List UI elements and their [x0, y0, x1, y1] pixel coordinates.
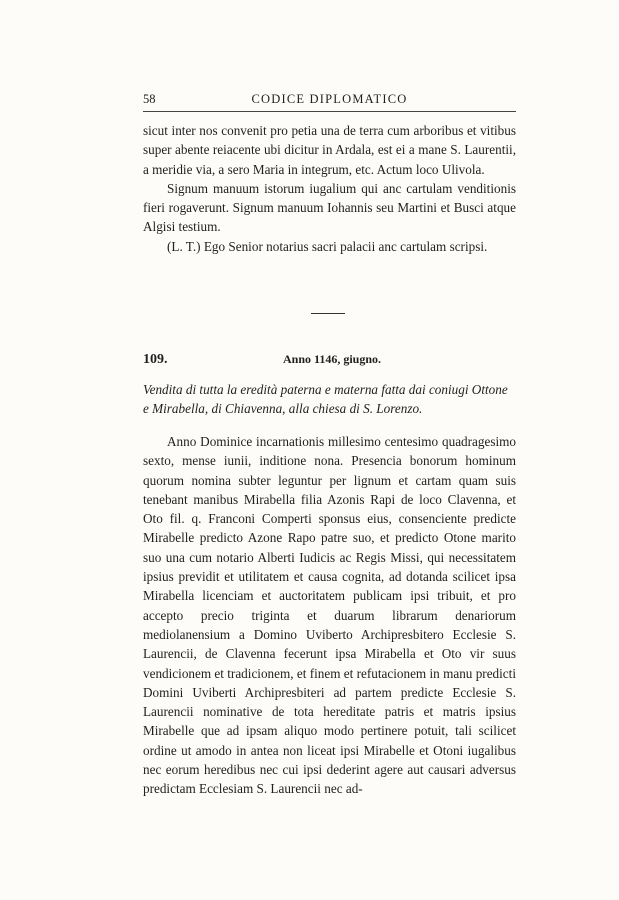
summary-text: Vendita di tutta la eredità paterna e materna fatta dai coniugi Ottone e Mirabella, di Chiavenna, alla chiesa di S. Lorenzo. — [143, 382, 508, 417]
page-number: 58 — [143, 92, 156, 106]
page-header — [143, 92, 516, 108]
paragraph-signatures: Signum manuum istorum iugalium qui anc cartulam venditionis fieri rogaverunt. Signum manuum Iohannis seu Martini et Busci atque Algisi testium. — [143, 180, 516, 235]
document-body — [143, 432, 516, 799]
previous-document-text — [143, 121, 516, 256]
document-date: Anno 1146, giugno. — [283, 352, 382, 366]
document-summary — [143, 380, 516, 419]
section-separator — [311, 313, 345, 314]
header-rule — [143, 111, 516, 112]
body-paragraph: Anno Dominice incarnationis millesimo centesimo quadragesimo sexto, mense iunii, inditione nona. Presencia bonorum hominum quorum nomina subter leguntur per lignum et cartam quam suis tenebant manibus Mirabella filia Azonis Rapi de loco Clavenna, et Oto fil. q. Franconi Comperti sponsus eius, consenciente predicte Mirabelle predicto Azone Rapo patre suo, et predicto Otone marito suo una cum notario Alberti Iudicis ac Regis Missi, qui necessitatem ipsius previdit et utilitatem et causa cognita, ad dotanda scilicet ipsa Mirabella licenciam et auctoritatem publicam ipsi tribuit, et pro accepto precio triginta et duarum librarum denariorum mediolanensium a Domino Uviberto Archipresbitero Ecclesie S. Laurencii, de Clavenna fecerunt ipsa Mirabella et Oto vir suus vendicionem et tradicionem, et finem et refutacionem in manu predicti Domini Uviberti Archipresbiteri ad partem predicte Ecclesie S. Laurencii nominative de tota hereditate patris et matris ipsius Mirabelle que ad ipsam aliquo modo pertinere potuit, tali scilicet ordine ut amodo in antea non liceat ipsi Mirabelle et Otoni iugalibus nec eorum heredibus nec cui ipsi dederint agere aut causari adversus predictam Ecclesiam S. Laurencii nec ad- — [143, 434, 516, 797]
document-number: 109. — [143, 352, 168, 367]
paragraph-notary: (L. T.) Ego Senior notarius sacri palacii anc cartulam scripsi. — [167, 238, 488, 254]
paragraph-continuation: sicut inter nos convenit pro petia una de terra cum arboribus et vitibus super abente reiacente ubi dicitur in Ardala, est ei a mane S. Laurentii, a meridie via, a sero Maria in integrum, etc. Actum loco Ulivola. — [143, 123, 516, 177]
running-title: CODICE DIPLOMATICO — [251, 92, 408, 106]
document-heading — [143, 352, 516, 370]
